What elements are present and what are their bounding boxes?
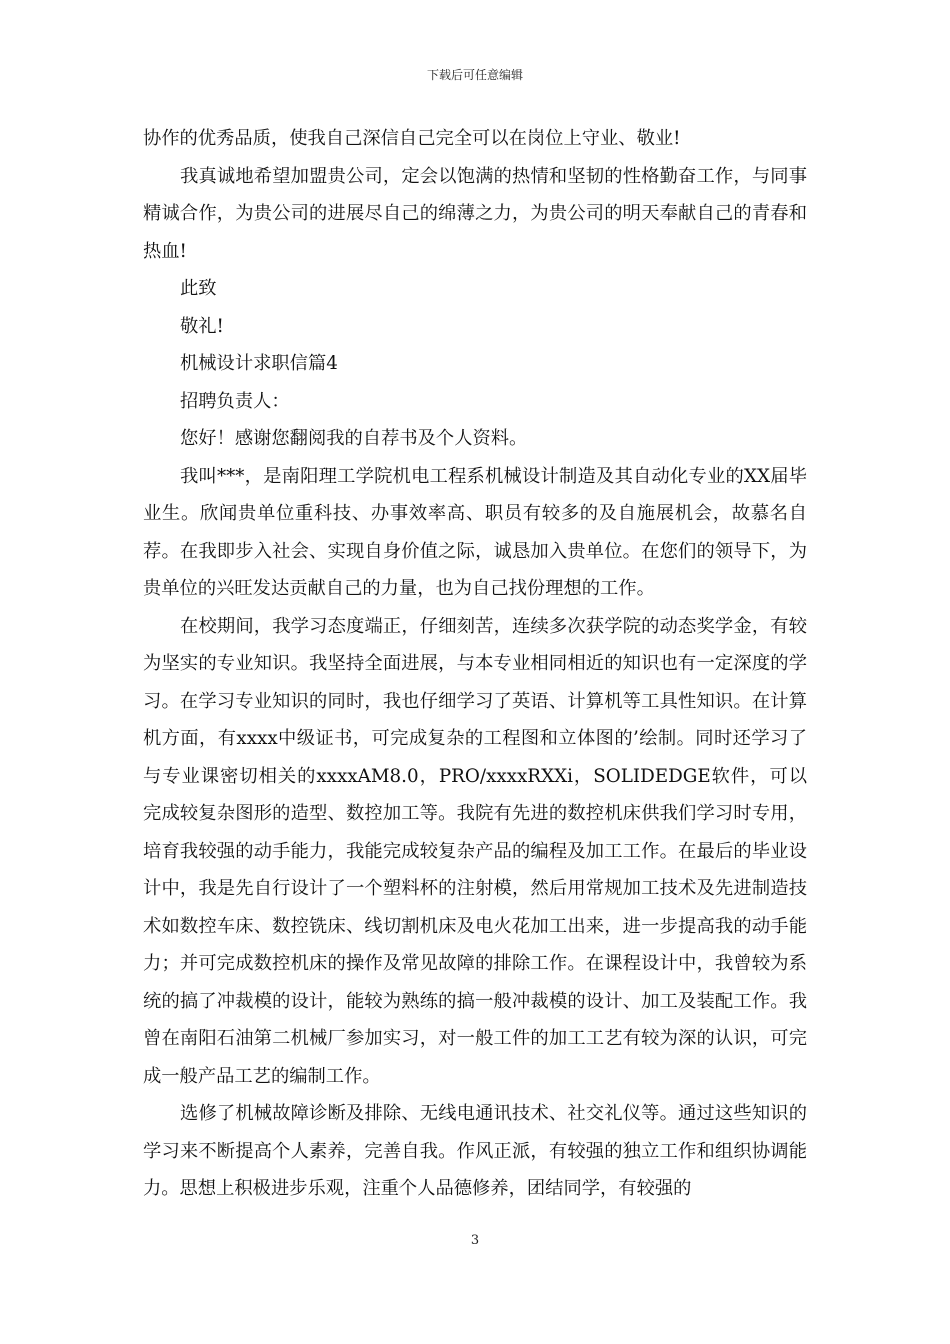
paragraph: 在校期间，我学习态度端正，仔细刻苦，连续多次获学院的动态奖学金，有较为坚实的专业知识。我坚持全面进展，与本专业相同相近的知识也有一定深度的学习。在学习专业知识的同时，我也仔细学习了英语、计算机等工具性知识。在计算机方面，有xxxx中级证书，可完成复杂的工程图和立体图的’绘制。同时还学习了与专业课密切相关的xxxxAM8.0，PRO/xxxxRXXi，SOLIDEDGE软件，可以完成较复杂图形的造型、数控加工等。我院有先进的数控机床供我们学习时专用，培育我较强的动手能力，我能完成较复杂产品的编程及加工工作。在最后的毕业设计中，我是先自行设计了一个塑料杯的注射模，然后用常规加工技术及先进制造技术如数控车床、数控铣床、线切割机床及电火花加工出来，进一步提高我的动手能力；并可完成数控机床的操作及常见故障的排除工作。在课程设计中，我曾较为系统的搞了冲裁模的设计，能较为熟练的搞一般冲裁模的设计、加工及装配工作。我曾在南阳石油第二机械厂参加实习，对一般工件的加工工艺有较为深的认识，可完成一般产品工艺的编制工作。	[143, 615, 807, 1087]
greeting-line: 您好！感谢您翻阅我的自荐书及个人资料。	[180, 428, 528, 449]
closing-respect: 敬礼!	[180, 315, 224, 337]
closing-salutation: 此致	[180, 278, 217, 299]
paragraph: 我叫***，是南阳理工学院机电工程系机械设计制造及其自动化专业的XX届毕业生。欣闻贵单位重科技、办事效率高、职员有较多的及自施展机会，故慕名自荐。在我即步入社会、实现自身价值之际，诚恳加入贵单位。在您们的领导下，为贵单位的兴旺发达贡献自己的力量，也为自己找份理想的工作。	[143, 465, 807, 599]
page-number: 3	[470, 1233, 480, 1248]
paragraph: 我真诚地希望加盟贵公司，定会以饱满的热情和坚韧的性格勤奋工作，与同事精诚合作，为贵公司的进展尽自己的绵薄之力，为贵公司的明天奉献自己的青春和热血!	[143, 165, 807, 262]
letter-body	[143, 120, 807, 1208]
paragraph: 协作的优秀品质，使我自己深信自己完全可以在岗位上守业、敬业!	[143, 128, 681, 149]
recipient-line: 招聘负责人：	[180, 390, 290, 412]
paragraph: 选修了机械故障诊断及排除、无线电通讯技术、社交礼仪等。通过这些知识的学习来不断提高个人素养，完善自我。作风正派，有较强的独立工作和组织协调能力。思想上积极进步乐观，注重个人品德修养，团结同学，有较强的	[143, 1103, 807, 1199]
page-header: 下载后可任意编辑	[426, 68, 523, 82]
section-title: 机械设计求职信篇4	[180, 353, 338, 374]
